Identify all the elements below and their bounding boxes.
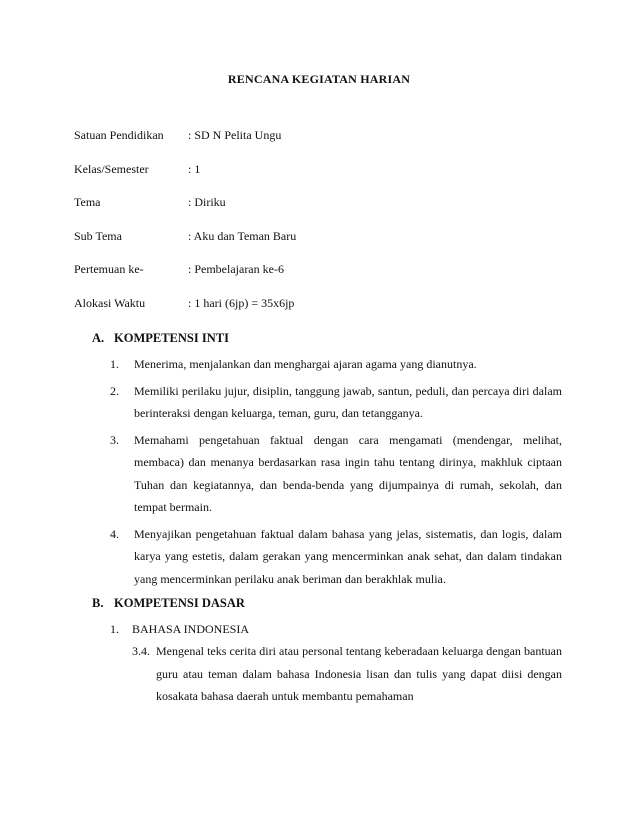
kd-number: 3.4.	[132, 644, 150, 658]
subject-row	[110, 618, 562, 640]
item-number: 3.	[110, 432, 119, 447]
info-label: Pertemuan ke-	[74, 262, 144, 276]
info-label: Alokasi Waktu	[74, 295, 146, 310]
list-item	[92, 380, 562, 425]
info-row	[74, 296, 296, 330]
section-letter: B.	[92, 596, 104, 610]
subject-number: 1.	[110, 622, 119, 636]
info-value: : Aku dan Teman Baru	[188, 228, 297, 243]
info-value: : SD N Pelita Ungu	[188, 128, 282, 142]
section-kompetensi-inti	[92, 331, 562, 594]
item-text: Memahami pengetahuan faktual dengan cara mengamati (mendengar, melihat, membaca) dan menanya berdasarkan rasa ingin tahu tentang dirinya, makhluk ciptaan Tuhan dan kegiatannya, dan benda-benda yang dijumpainya di rumah, sekolah, dan tempat bermain.	[134, 432, 562, 514]
info-row	[74, 229, 296, 263]
info-row	[74, 162, 296, 196]
document-title: RENCANA KEGIATAN HARIAN	[227, 72, 411, 86]
list-item	[92, 429, 562, 519]
section-title: KOMPETENSI DASAR	[114, 596, 245, 610]
kd-item	[132, 640, 562, 708]
info-label: Sub Tema	[74, 228, 122, 243]
item-text: Memiliki perilaku jujur, disiplin, tanggung jawab, santun, peduli, dan percaya diri dalam berinteraksi dengan keluarga, teman, guru, dan tetangganya.	[134, 383, 562, 420]
info-label: Kelas/Semester	[74, 161, 149, 176]
info-label: Tema	[74, 195, 101, 209]
info-value: : 1	[188, 161, 201, 176]
kd-text: Mengenal teks cerita diri atau personal tentang keberadaan keluarga dengan bantuan guru atau teman dalam bahasa Indonesia lisan dan tulis yang dapat diisi dengan kosakata bahasa daerah untuk membantu pemahaman	[156, 644, 562, 703]
list-item	[92, 523, 562, 591]
section-title: KOMPETENSI INTI	[114, 331, 229, 345]
item-text: Menyajikan pengetahuan faktual dalam bahasa yang jelas, sistematis, dan logis, dalam karya yang estetis, dalam gerakan yang mencerminkan anak sehat, dan dalam tindakan yang mencerminkan perilaku anak beriman dan berakhlak mulia.	[134, 526, 562, 586]
info-value: : 1 hari (6jp) = 35x6jp	[188, 295, 295, 310]
section-heading	[92, 331, 562, 353]
section-heading	[92, 596, 562, 618]
subject-name: BAHASA INDONESIA	[132, 622, 250, 636]
identity-table	[74, 128, 296, 329]
info-row	[74, 195, 296, 229]
item-number: 4.	[110, 526, 119, 541]
info-row	[74, 262, 296, 296]
item-number: 2.	[110, 383, 119, 398]
info-label: Satuan Pendidikan	[74, 128, 164, 142]
info-value: : Pembelajaran ke-6	[188, 262, 284, 276]
section-kompetensi-dasar	[92, 596, 562, 708]
item-number: 1.	[110, 357, 119, 371]
info-value: : Diriku	[188, 195, 226, 209]
info-row	[74, 128, 296, 162]
ki-list	[92, 353, 562, 590]
list-item	[92, 353, 562, 376]
section-letter: A.	[92, 331, 105, 345]
item-text: Menerima, menjalankan dan menghargai ajaran agama yang dianutnya.	[134, 357, 477, 371]
